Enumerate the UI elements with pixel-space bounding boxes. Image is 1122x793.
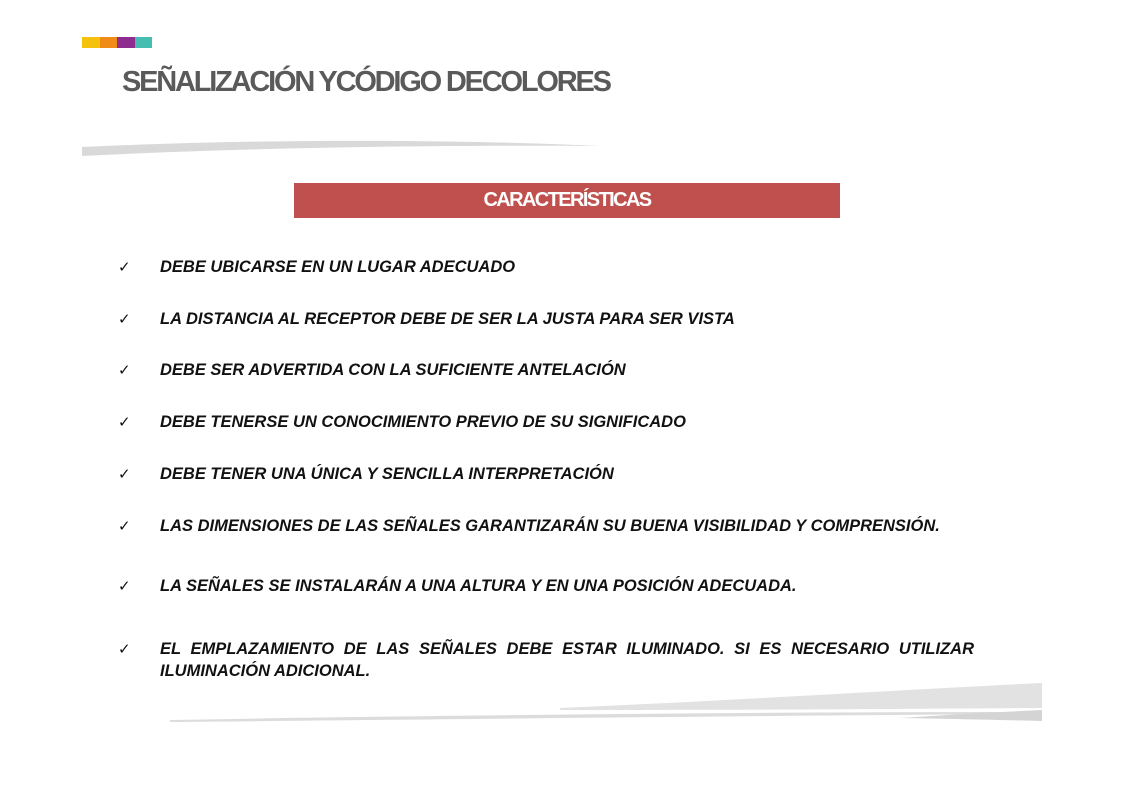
list-item-text: DEBE TENER UNA ÚNICA Y SENCILLA INTERPRETACIÓN [160,465,614,483]
list-item [118,359,974,381]
slide-title: SEÑALIZACIÓN YCÓDIGO DECOLORES [122,66,610,98]
check-mark-icon: ✓ [118,577,131,595]
list-item [118,638,974,682]
list-item [118,575,974,597]
bottom-swoosh-line [170,712,1042,722]
check-mark-icon: ✓ [118,361,131,379]
list-item [118,463,974,485]
bottom-swoosh-band [560,683,1042,710]
check-mark-icon: ✓ [118,310,131,328]
list-item-text: DEBE TENERSE UN CONOCIMIENTO PREVIO DE SU SIGNIFICADO [160,413,686,431]
top-swoosh [82,141,600,156]
banner-label: CARACTERÍSTICAS [483,189,651,211]
check-mark-icon: ✓ [118,258,131,276]
list-item-text: LA SEÑALES SE INSTALARÁN A UNA ALTURA Y EN UNA POSICIÓN ADECUADA. [160,577,797,595]
list-item [118,308,974,330]
list-item-text: EL EMPLAZAMIENTO DE LAS SEÑALES DEBE ESTAR ILUMINADO. SI ES NECESARIO UTILIZAR ILUMINACIÓN ADICIONAL. [160,640,974,680]
list-item-text: LA DISTANCIA AL RECEPTOR DEBE DE SER LA JUSTA PARA SER VISTA [160,310,735,328]
check-mark-icon: ✓ [118,465,131,483]
list-item-text: DEBE SER ADVERTIDA CON LA SUFICIENTE ANTELACIÓN [160,361,626,379]
list-item-text: LAS DIMENSIONES DE LAS SEÑALES GARANTIZARÁN SU BUENA VISIBILIDAD Y COMPRENSIÓN. [160,517,940,535]
check-mark-icon: ✓ [118,640,131,658]
list-item-text: DEBE UBICARSE EN UN LUGAR ADECUADO [160,258,516,276]
list-item [118,411,974,433]
bottom-swoosh-tail [900,710,1042,721]
list-item [118,515,974,537]
check-mark-icon: ✓ [118,517,131,535]
characteristics-banner [294,183,840,218]
list-item [118,256,974,278]
check-mark-icon: ✓ [118,413,131,431]
